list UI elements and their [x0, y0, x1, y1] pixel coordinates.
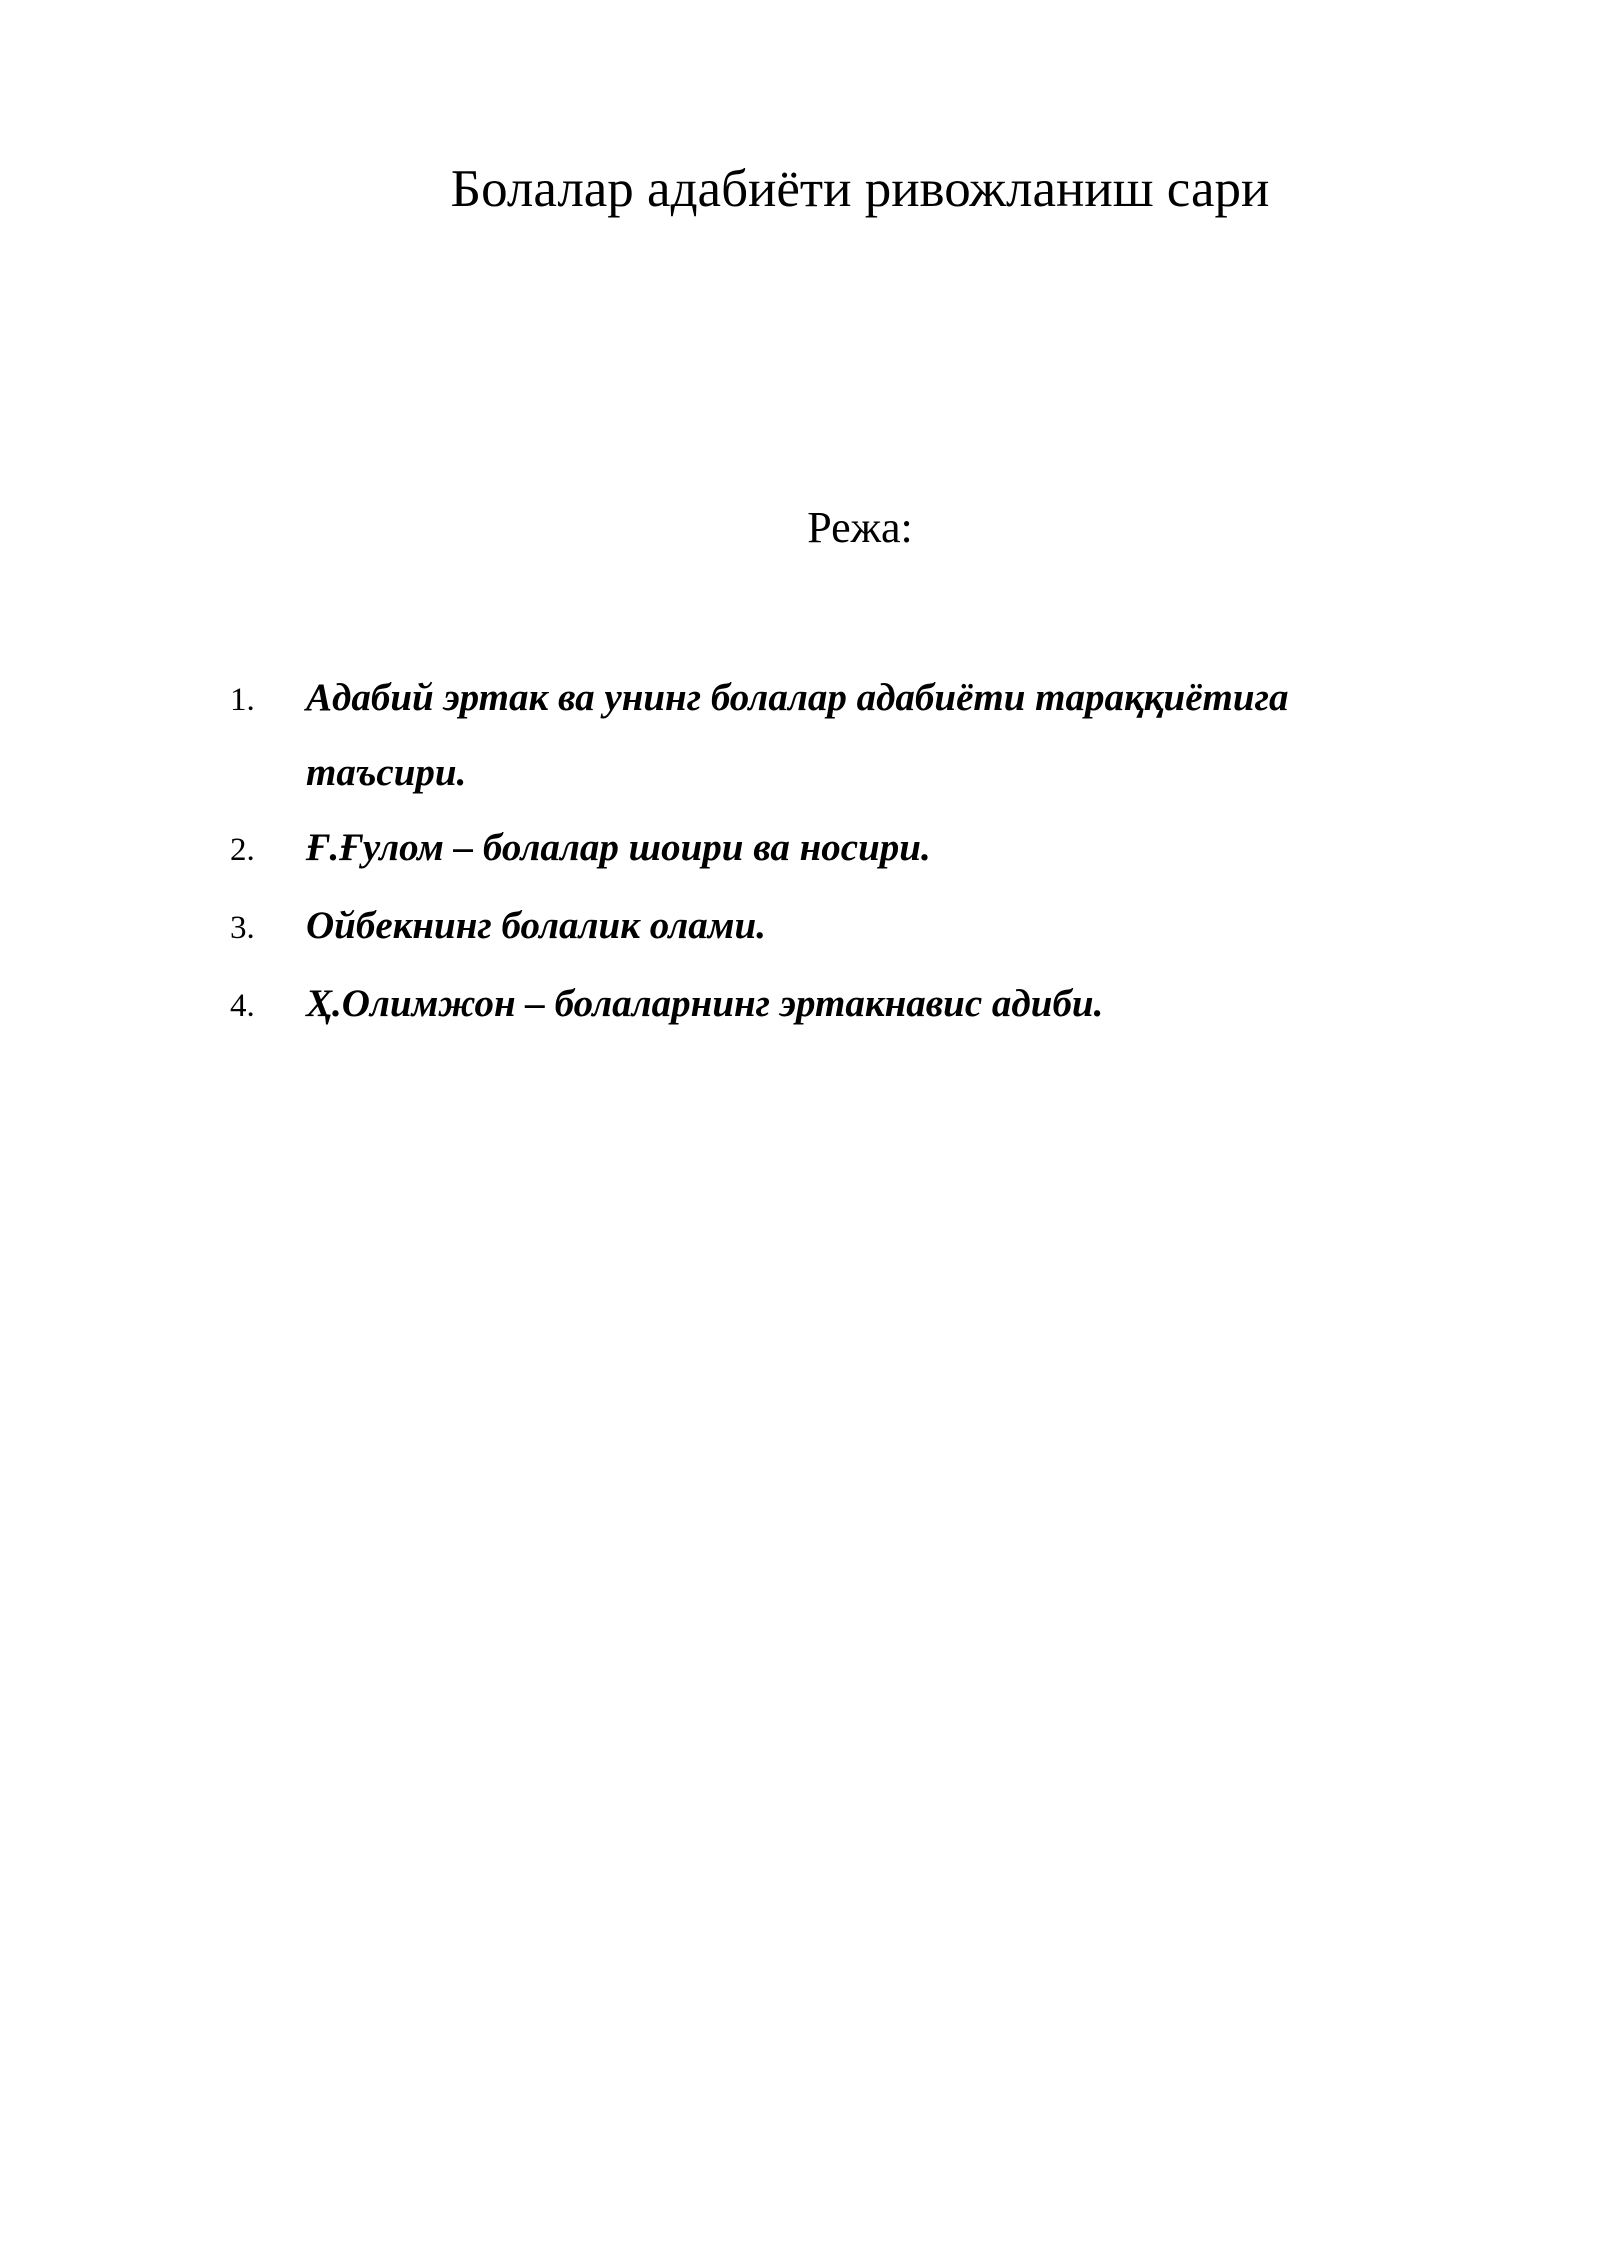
document-title: Болалар адабиёти ривожланиш сари — [450, 160, 1270, 218]
plan-item-number: 2. — [230, 832, 255, 868]
plan-item-1 — [230, 660, 1410, 810]
plan-item-3 — [230, 888, 1410, 966]
plan-item-text: Ғ.Ғулом – болалар шоири ва носири. — [306, 826, 931, 869]
plan-item-text: Ҳ.Олимжон – болаларнинг эртакнавис адиби. — [306, 982, 1104, 1025]
plan-item-number: 1. — [230, 682, 255, 718]
plan-list — [230, 660, 1410, 1044]
plan-item-2 — [230, 810, 1410, 888]
plan-item-number: 3. — [230, 910, 255, 946]
plan-item-text: Ойбекнинг болалик олами. — [306, 904, 766, 947]
plan-item-text: Адабий эртак ва унинг болалар адабиёти тараққиётига таъсири. — [306, 676, 1289, 794]
plan-item-number: 4. — [230, 988, 255, 1024]
plan-heading: Режа: — [807, 503, 913, 552]
plan-item-4 — [230, 966, 1410, 1044]
